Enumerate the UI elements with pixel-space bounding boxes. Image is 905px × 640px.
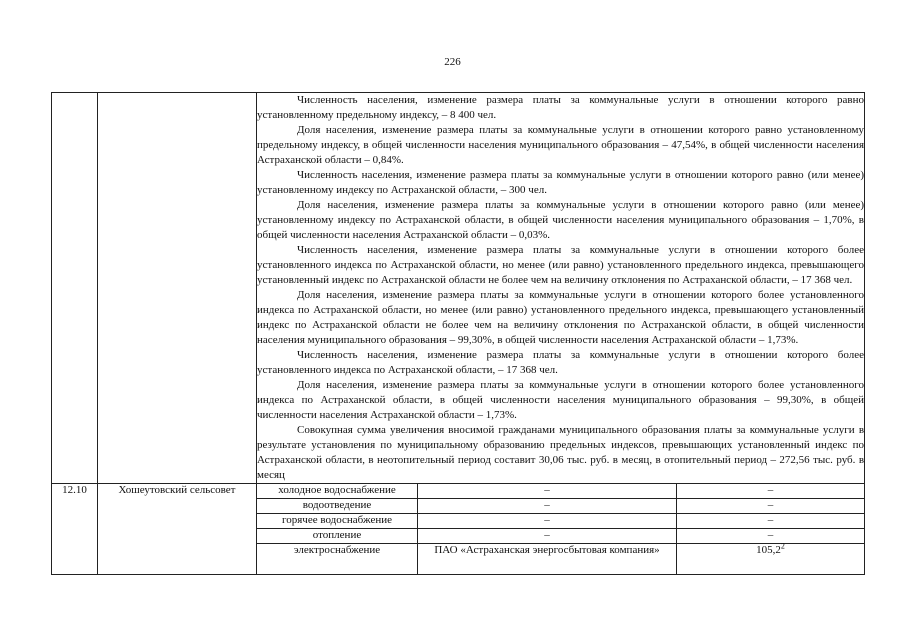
index-value: – [677,484,865,499]
provider-name: – [418,514,677,529]
service-name: водоотведение [257,499,418,514]
narrative-paragraph: Численность населения, изменение размера платы за коммунальные услуги в отношении которого более установленного индекса по Астраханской области, но менее (или равно) установленного предельного индекса, превышающего установленный индекс по Астраханской области не более чем на величину отклонения по Астраханской области, – 17 368 чел. [257,244,865,286]
entry-number: 12.10 [52,484,98,575]
index-value-cell [677,541,865,575]
service-name: электроснабжение [257,544,418,575]
empty-name-cell [98,93,257,484]
narrative-paragraph: Доля населения, изменение размера платы за коммунальные услуги в отношении которого более установленного индекса по Астраханской области, но менее (или равно) установленного предельного индекса, превышающего установленный индекс по Астраханской области не более чем на величину отклонения по Астраханской области, в общей численности населения муниципального образования – 99,30%, в общей численности населения Астраханской области – 1,73%. [257,289,865,346]
page-number: 226 [444,56,461,68]
entry-name: Хошеутовский сельсовет [98,484,257,575]
narrative-paragraph: Численность населения, изменение размера платы за коммунальные услуги в отношении которого более установленного индекса по Астраханской области, – 17 368 чел. [257,349,865,376]
narrative-paragraph: Доля населения, изменение размера платы за коммунальные услуги в отношении которого равно установленному предельному индексу, в общей численности населения муниципального образования – 47,54%, в общей численности населения Астраханской области – 0,84%. [257,124,865,166]
provider-name: – [418,529,677,544]
table-row [52,484,865,499]
narrative-paragraph: Совокупная сумма увеличения вносимой гражданами муниципального образования платы за коммунальные услуги в результате установления по муниципальному образованию предельных индексов, превышающих установленный индекс по Астраханской области, в неотопительный период составит 30,06 тыс. руб. в месяц, в отопительный период – 272,56 тыс. руб. в месяц [257,424,865,481]
index-value: – [677,514,865,529]
tariff-table [51,92,865,575]
narrative-cell [257,93,865,484]
provider-name: – [418,484,677,499]
provider-name: ПАО «Астраханская энергосбытовая компания» [418,544,677,575]
footnote-marker: 2 [780,541,785,551]
index-value: 105,2 [756,544,781,556]
service-name: отопление [257,529,418,544]
empty-number-cell [52,93,98,484]
service-name: горячее водоснабжение [257,514,418,529]
narrative-paragraph: Доля населения, изменение размера платы за коммунальные услуги в отношении которого более установленного индекса по Астраханской области, в общей численности населения муниципального образования – 99,30%, в общей численности населения Астраханской области – 1,73%. [257,379,865,421]
narrative-paragraph: Доля населения, изменение размера платы за коммунальные услуги в отношении которого равно (или менее) установленному индексу по Астраханской области, в общей численности населения муниципального образования – 1,70%, в общей численности населения Астраханской области – 0,03%. [257,199,865,241]
provider-name: – [418,499,677,514]
index-value: – [677,499,865,514]
narrative-paragraph: Численность населения, изменение размера платы за коммунальные услуги в отношении которого равно (или менее) установленному индексу по Астраханской области, – 300 чел. [257,169,865,196]
index-value: – [677,529,865,544]
narrative-row [52,93,865,484]
narrative-paragraph: Численность населения, изменение размера платы за коммунальные услуги в отношении которого равно установленному предельному индексу, – 8 400 чел. [257,94,865,121]
service-name: холодное водоснабжение [257,484,418,499]
